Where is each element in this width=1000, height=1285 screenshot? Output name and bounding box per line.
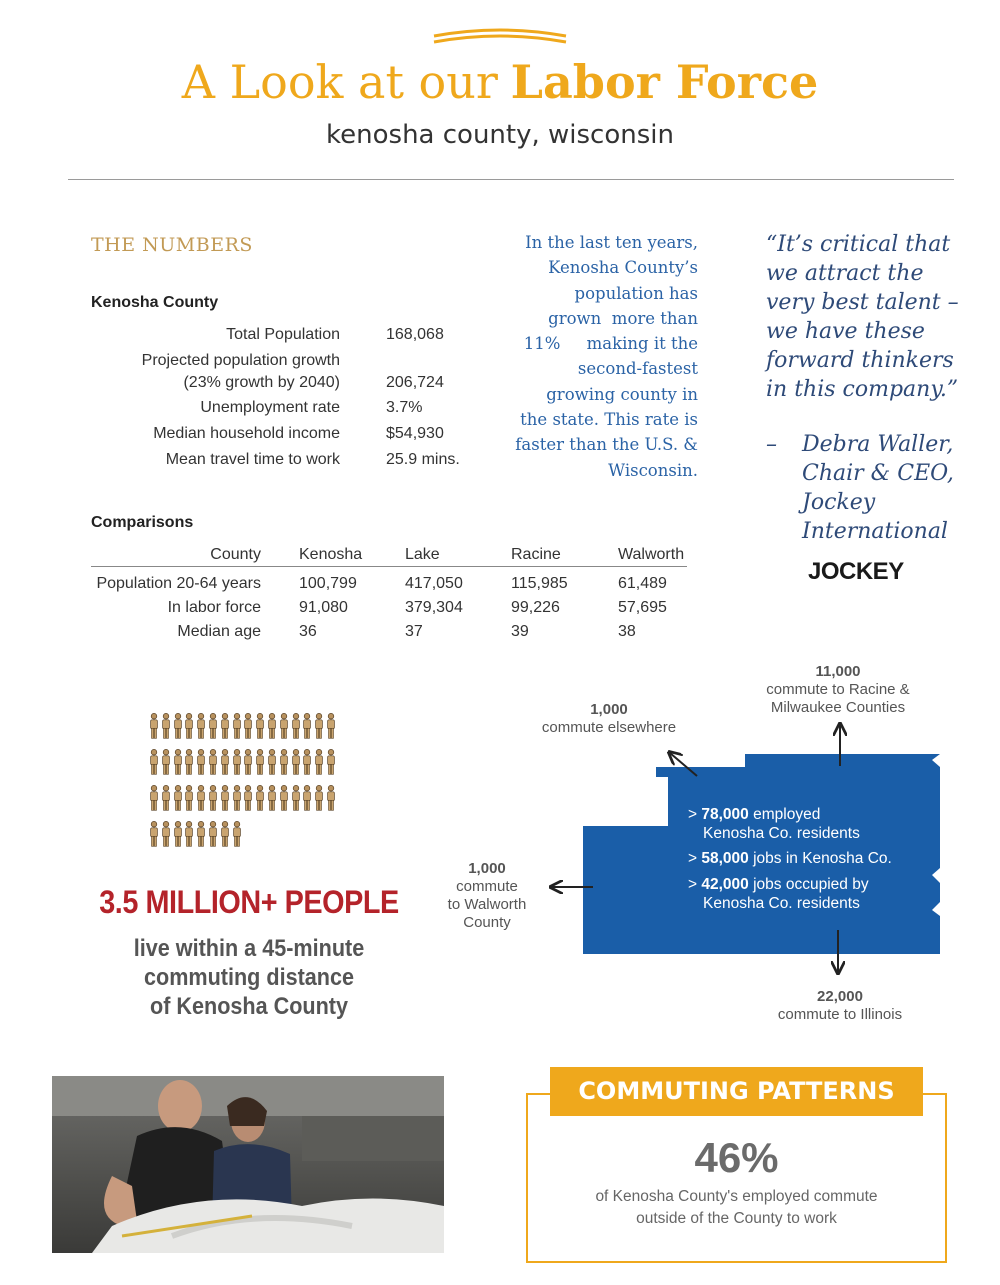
fact-text: jobs occupied by: [748, 876, 869, 893]
person-icon: [232, 713, 242, 739]
commute-count: 1,000: [590, 701, 628, 718]
person-icon: [149, 785, 159, 811]
population-growth-callout: [505, 230, 698, 483]
attribution-line: Chair & CEO,: [802, 461, 954, 486]
fact-text: jobs in Kenosha Co.: [748, 850, 892, 867]
commute-text: commute to Racine &: [766, 681, 910, 698]
person-icon: [173, 713, 183, 739]
workers-photo: [52, 1076, 444, 1253]
stat-value: 168,068: [386, 326, 444, 343]
table-cell: 91,080: [299, 599, 348, 616]
fact-text-line2: Kenosha Co. residents: [703, 824, 860, 842]
comparisons-heading: Comparisons: [91, 514, 194, 531]
fact-marker: >: [688, 806, 698, 823]
attribution-line: Jockey: [802, 490, 876, 515]
person-icon: [232, 821, 242, 847]
callout-line: In the last ten years,: [525, 233, 698, 252]
person-icon: [149, 821, 159, 847]
quote-line: in this company.”: [766, 377, 959, 402]
table-row-label: Population 20-64 years: [96, 575, 261, 592]
stat-label: Mean travel time to work: [165, 451, 340, 468]
quote-line: forward thinkers: [766, 348, 954, 373]
person-icon: [243, 749, 253, 775]
person-icon: [196, 713, 206, 739]
table-header-cell: County: [210, 546, 261, 563]
person-icon: [184, 749, 194, 775]
fact-number: 58,000: [701, 850, 749, 867]
commuting-percent: 46%: [694, 1134, 779, 1181]
jockey-logo: JOCKEY: [808, 558, 904, 585]
person-icon: [208, 785, 218, 811]
person-icon: [173, 749, 183, 775]
person-icon: [184, 821, 194, 847]
table-header-cell: Walworth: [618, 546, 685, 563]
county-heading: Kenosha County: [91, 294, 219, 311]
page-title: [0, 55, 1000, 109]
table-row-label: Median age: [177, 623, 261, 640]
table-header-cell: Lake: [405, 546, 440, 563]
person-icon: [255, 785, 265, 811]
person-icon: [196, 785, 206, 811]
population-reach-headline: 3.5 MILLION+ PEOPLE: [99, 884, 399, 920]
testimonial-quote: [766, 230, 959, 404]
description-line: outside of the County to work: [636, 1210, 837, 1227]
callout-line: Wisconsin.: [608, 460, 698, 480]
person-icon: [326, 713, 336, 739]
description-line: live within a 45-minute: [133, 935, 365, 962]
person-icon: [220, 713, 230, 739]
commute-count: 22,000: [817, 988, 863, 1005]
map-fact: [688, 850, 892, 869]
stat-value: 3.7%: [386, 399, 423, 416]
table-cell: 39: [511, 623, 529, 640]
attribution-line: International: [802, 519, 948, 544]
commute-racine-label: [738, 663, 938, 717]
person-icon: [243, 785, 253, 811]
person-icon: [184, 713, 194, 739]
person-icon: [220, 785, 230, 811]
population-reach-description: [25, 934, 473, 1021]
table-row-label: In labor force: [167, 599, 261, 616]
stat-label: Median household income: [153, 425, 340, 442]
title-swoosh-decoration: [430, 26, 570, 48]
person-icon: [161, 713, 171, 739]
person-icon: [255, 713, 265, 739]
fact-number: 42,000: [701, 876, 749, 893]
quote-line: “It’s critical that: [766, 232, 951, 257]
commute-text: to Walworth: [447, 896, 527, 913]
callout-line: growing county in: [546, 384, 698, 404]
commute-count: 1,000: [468, 860, 506, 877]
table-cell: 36: [299, 623, 317, 640]
stat-value: 25.9 mins.: [386, 451, 460, 468]
attribution-dash: –: [766, 432, 777, 457]
fact-text-line2: Kenosha Co. residents: [703, 894, 860, 912]
person-icon: [314, 713, 324, 739]
person-icon: [279, 713, 289, 739]
person-icon: [196, 821, 206, 847]
person-icon: [291, 713, 301, 739]
table-header-cell: Racine: [511, 546, 561, 563]
table-header-cell: Kenosha: [299, 546, 363, 563]
person-icon: [302, 713, 312, 739]
person-icon: [173, 785, 183, 811]
table-header-rule: [91, 566, 687, 567]
fact-marker: >: [688, 876, 698, 893]
table-cell: 38: [618, 623, 636, 640]
callout-line: faster than the U.S. &: [515, 435, 698, 455]
people-icon-grid: [149, 713, 369, 857]
person-icon: [173, 821, 183, 847]
kenosha-county-map: [540, 720, 960, 1020]
table-cell: 379,304: [405, 599, 463, 616]
person-icon: [243, 713, 253, 739]
person-icon: [208, 749, 218, 775]
person-icon: [232, 785, 242, 811]
person-icon: [267, 713, 277, 739]
person-icon: [267, 785, 277, 811]
person-icon: [208, 713, 218, 739]
table-cell: 115,985: [511, 575, 568, 592]
stat-label: Total Population: [226, 326, 340, 343]
person-icon: [302, 749, 312, 775]
attribution-line: Debra Waller,: [802, 432, 954, 457]
fact-marker: >: [688, 850, 698, 867]
callout-line: grown more than: [548, 308, 698, 328]
fact-number: 78,000: [701, 806, 749, 823]
callout-line: the state. This rate is: [520, 410, 698, 430]
table-cell: 99,226: [511, 599, 560, 616]
person-icon: [149, 713, 159, 739]
quote-line: we attract the: [766, 261, 924, 286]
description-line: commuting distance: [143, 964, 355, 991]
stat-label-secondary: (23% growth by 2040): [183, 374, 340, 391]
person-icon: [196, 749, 206, 775]
commuting-patterns-banner: COMMUTING PATTERNS: [550, 1067, 923, 1116]
table-cell: 417,050: [405, 575, 463, 592]
person-icon: [279, 749, 289, 775]
commute-illinois-label: [740, 988, 940, 1024]
person-icon: [314, 785, 324, 811]
commute-count: 11,000: [815, 663, 861, 680]
page-subtitle: kenosha county, wisconsin: [326, 120, 674, 150]
person-icon: [208, 821, 218, 847]
table-cell: 61,489: [618, 575, 667, 592]
person-icon: [184, 785, 194, 811]
description-line: of Kenosha County's employed commute: [595, 1188, 878, 1205]
quote-line: we have these: [766, 319, 925, 344]
stat-label: Unemployment rate: [200, 399, 340, 416]
title-light: A Look at our: [181, 55, 498, 109]
person-icon: [161, 749, 171, 775]
header-divider: [68, 179, 954, 180]
person-icon: [291, 749, 301, 775]
person-icon: [302, 785, 312, 811]
commute-text: Milwaukee Counties: [770, 699, 906, 716]
table-cell: 100,799: [299, 575, 357, 592]
person-icon: [255, 749, 265, 775]
person-icon: [326, 785, 336, 811]
map-fact: [688, 876, 869, 913]
fact-text: employed: [748, 806, 821, 823]
person-icon: [220, 749, 230, 775]
person-icon: [326, 749, 336, 775]
person-icon: [220, 821, 230, 847]
commute-walworth-label: [428, 860, 546, 932]
commute-elsewhere-label: [509, 701, 709, 737]
person-icon: [279, 785, 289, 811]
commute-text: County: [463, 914, 511, 931]
testimonial-attribution: [802, 430, 954, 546]
description-line: of Kenosha County: [150, 993, 348, 1020]
callout-line: population has: [574, 283, 698, 303]
numbers-heading: THE NUMBERS: [91, 234, 253, 256]
person-icon: [149, 749, 159, 775]
quote-line: very best talent –: [766, 290, 959, 315]
person-icon: [232, 749, 242, 775]
table-cell: 37: [405, 623, 423, 640]
person-icon: [314, 749, 324, 775]
stat-label: Projected population growth: [141, 352, 340, 369]
commute-text: commute elsewhere: [541, 719, 677, 736]
map-fact: [688, 806, 860, 843]
stat-value: $54,930: [386, 425, 444, 442]
person-icon: [161, 821, 171, 847]
title-bold: Labor Force: [510, 55, 819, 109]
callout-line: second-fastest: [577, 359, 698, 379]
callout-line: 11% making it the: [523, 334, 698, 354]
callout-line: Kenosha County’s: [548, 258, 698, 278]
person-icon: [291, 785, 301, 811]
table-cell: 57,695: [618, 599, 667, 616]
commute-text: commute to Illinois: [777, 1006, 903, 1023]
commuting-description: [526, 1186, 947, 1230]
person-icon: [161, 785, 171, 811]
stat-value: 206,724: [386, 374, 444, 391]
commute-text: commute: [456, 878, 518, 895]
person-icon: [267, 749, 277, 775]
